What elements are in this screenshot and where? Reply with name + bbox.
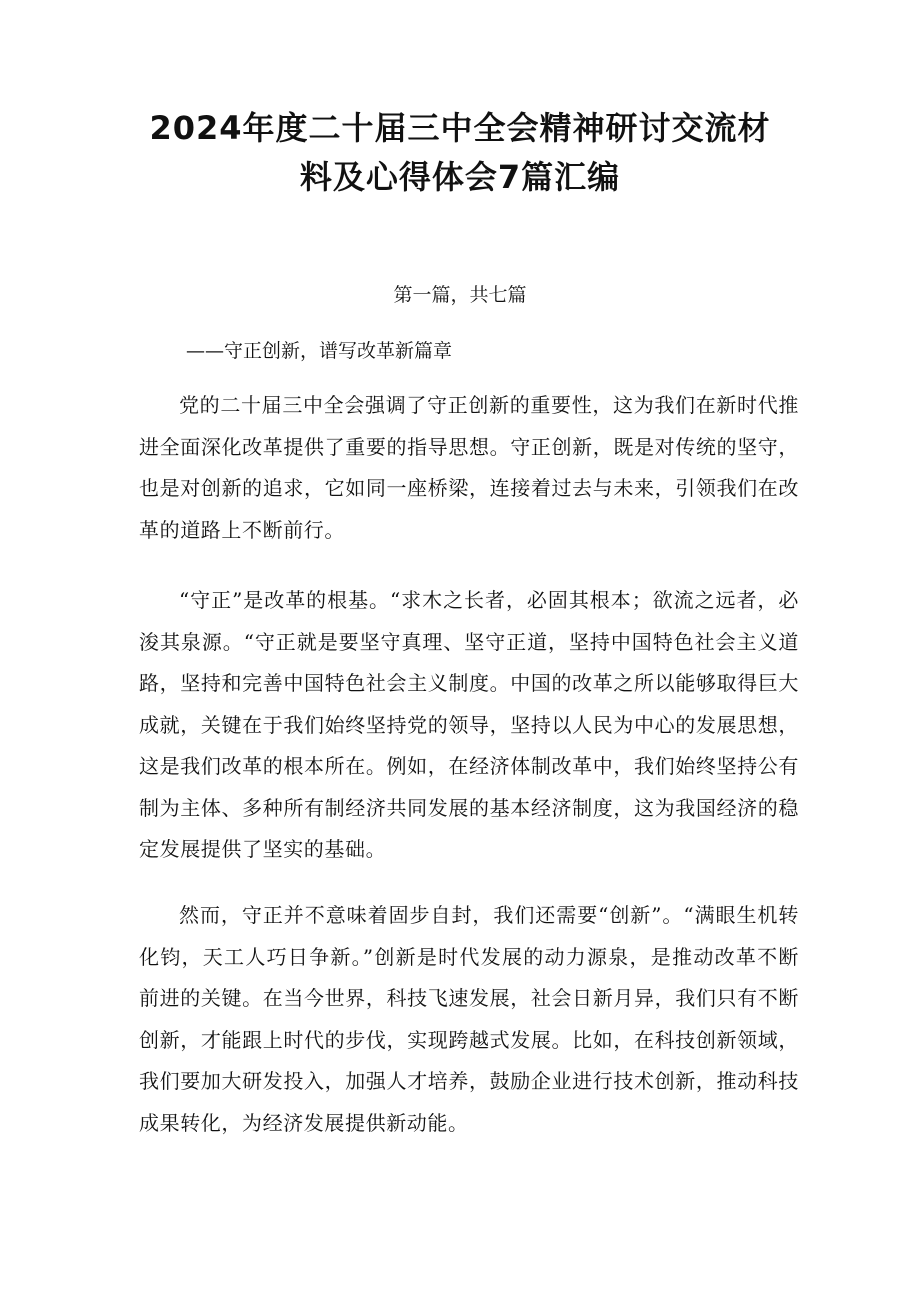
section-heading: 第一篇，共七篇: [393, 284, 527, 306]
body-paragraph: 然而，守正并不意味着固步自封，我们还需要“创新”。“满眼生机转化钧，天工人巧日争新。”创新是时代发展的动力源泉，是推动改革不断前进的关键。在当今世界，科技飞速发展，社会日新月异，我们只有不断创新，才能跟上时代的步伐，实现跨越式发展。比如，在科技创新领域，我们要加大研发投入，加强人才培养，鼓励企业进行技术创新，推动科技成果转化，为经济发展提供新动能。: [139, 903, 799, 1135]
document-title-line-2: 料及心得体会7篇汇编: [299, 158, 621, 196]
body-paragraph: “守正”是改革的根基。“求木之长者，必固其根本；欲流之远者，必浚其泉源。“守正就是要坚守真理、坚守正道，坚持中国特色社会主义道路，坚持和完善中国特色社会主义制度。中国的改革之所以能够取得巨大成就，关键在于我们始终坚持党的领导，坚持以人民为中心的发展思想，这是我们改革的根本所在。例如，在经济体制改革中，我们始终坚持公有制为主体、多种所有制经济共同发展的基本经济制度，这为我国经济的稳定发展提供了坚实的基础。: [139, 588, 799, 861]
document-title-line-1: 2024年度二十届三中全会精神研讨交流材: [149, 109, 771, 147]
body-paragraph: 党的二十届三中全会强调了守正创新的重要性，这为我们在新时代推进全面深化改革提供了重要的指导思想。守正创新，既是对传统的坚守，也是对创新的追求，它如同一座桥梁，连接着过去与未来，引领我们在改革的道路上不断前行。: [139, 393, 799, 542]
section-subtitle: ——守正创新，谱写改革新篇章: [186, 340, 453, 362]
